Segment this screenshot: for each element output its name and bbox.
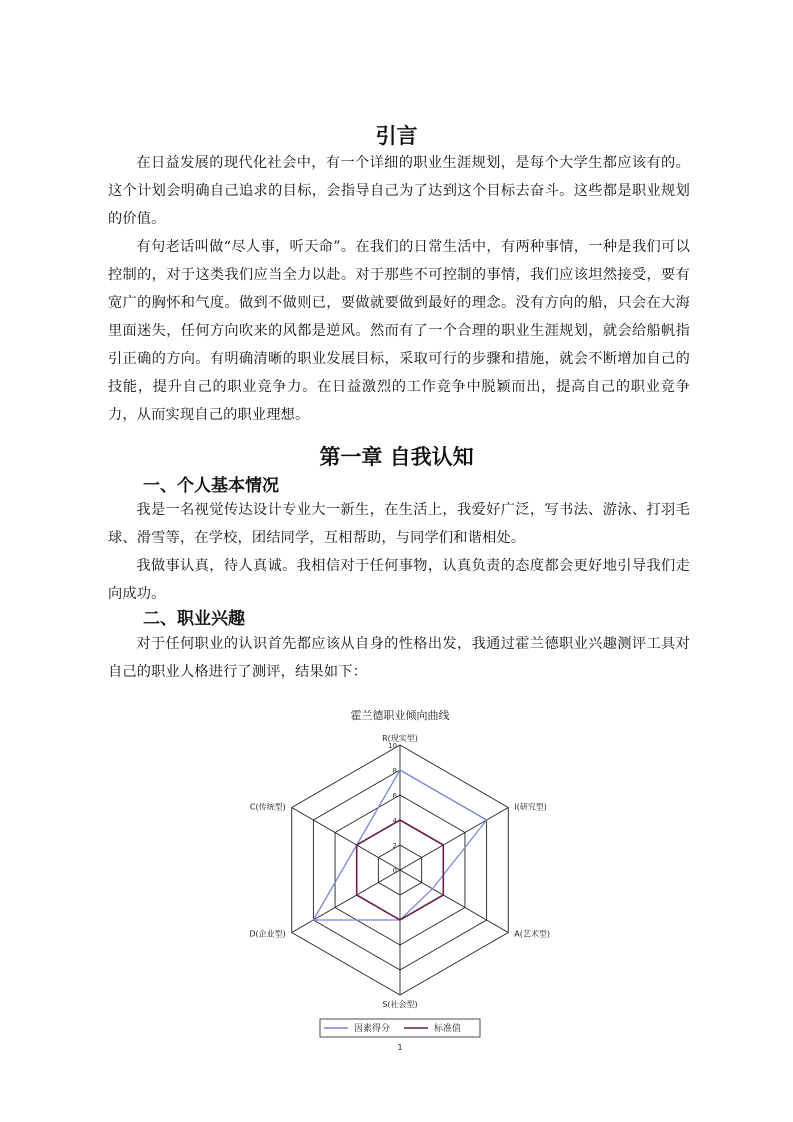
legend-label: 标准值 (434, 1024, 462, 1034)
axis-label: D(企业型) (249, 929, 286, 939)
chapter-title: 第一章 自我认知 (319, 445, 474, 469)
section-title-basic-info: 一、个人基本情况 (143, 476, 279, 496)
tick-label: 10 (388, 742, 397, 750)
tick-label: 6 (392, 792, 397, 800)
intro-paragraph-1: 在日益发展的现代化社会中，有一个详细的职业生涯规划，是每个大学生都应该有的。这个计划会明确自己追求的目标，会指导自己为了达到这个目标去奋斗。这些都是职业规划的价值。 (108, 155, 690, 227)
interest-paragraph-1: 对于任何职业的认识首先都应该从自身的性格出发，我通过霍兰德职业兴趣测评工具对自己的职业人格进行了测评，结果如下： (108, 636, 690, 680)
tick-label: 4 (392, 817, 397, 825)
axis-label: I(研究型) (514, 802, 547, 812)
axis-label: R(现实型) (382, 734, 418, 743)
intro-paragraph-2: 有句老话叫做“尽人事，听天命”。在我们的日常生活中，有两种事情，一种是我们可以控制的，对于这类我们应当全力以赴。对于那些不可控制的事情，我们应该坦然接受，要有宽广的胸怀和气度。做到不做则已，要做就要做到最好的理念。没有方向的船，只会在大海里面迷失，任何方向吹来的风都是逆风。然而有了一个合理的职业生涯规划，就会给船帆指引正确的方向。有明确清晰的职业发展目标，采取可行的步骤和措施，就会不断增加自己的技能，提升自己的职业竞争力。在日益激烈的工作竞争中脱颖而出，提高自己的职业竞争力，从而实现自己的职业理想。 (108, 239, 690, 423)
legend-label: 因素得分 (354, 1024, 391, 1034)
tick-label: 8 (392, 767, 397, 775)
grid-spoke (400, 870, 508, 933)
holland-radar-chart (200, 705, 600, 1055)
page-number: 1 (397, 1043, 403, 1052)
radar-chart-svg (200, 705, 600, 1055)
section-title-interest: 二、职业兴趣 (143, 609, 245, 629)
intro-title: 引言 (375, 124, 418, 148)
axis-label: A(艺术型) (514, 929, 550, 939)
axis-label: C(传统型) (249, 802, 286, 812)
tick-label: 2 (392, 842, 397, 850)
tick-label: 0 (392, 867, 397, 875)
basic-info-paragraph-2: 我做事认真，待人真诚。我相信对于任何事物，认真负责的态度都会更好地引导我们走向成功。 (108, 558, 690, 602)
grid-spoke (292, 808, 400, 871)
chart-title: 霍兰德职业倾向曲线 (350, 709, 450, 722)
axis-label: S(社会型) (382, 1000, 418, 1009)
basic-info-paragraph-1: 我是一名视觉传达设计专业大一新生，在生活上，我爱好广泛，写书法、游泳、打羽毛球、滑雪等，在学校，团结同学，互相帮助，与同学们和谐相处。 (108, 502, 690, 546)
grid-spoke (292, 870, 400, 933)
